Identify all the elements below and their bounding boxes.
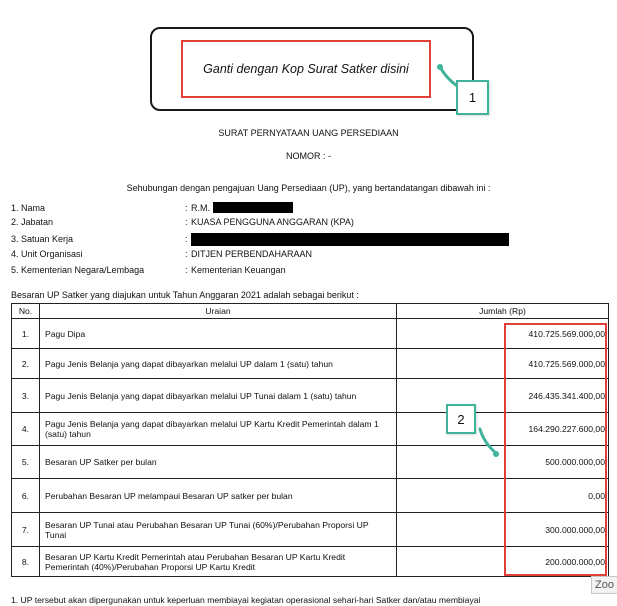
letterhead-placeholder-highlight [181, 40, 431, 98]
row-uraian: Besaran UP Tunai atau Perubahan Besaran UP Tunai (60%)/Perubahan Proporsi UP Tunai [40, 513, 397, 547]
callout-2-connector [470, 425, 510, 465]
identity-value: DITJEN PERBENDAHARAAN [191, 249, 313, 259]
identity-separator: : [185, 234, 188, 244]
row-uraian: Pagu Jenis Belanja yang dapat dibayarkan melalui UP dalam 1 (satu) tahun [40, 349, 397, 379]
identity-label: 4. Unit Organisasi [11, 249, 83, 259]
document-title: SURAT PERNYATAAN UANG PERSEDIAAN [218, 128, 399, 138]
row-jumlah: 300.000.000,00 [397, 513, 609, 547]
identity-label: 5. Kementerian Negara/Lembaga [11, 265, 145, 275]
row-no: 5. [12, 446, 40, 479]
amount-column-highlight [504, 323, 607, 576]
row-jumlah: 246.435.341.400,00 [397, 379, 609, 413]
row-uraian: Perubahan Besaran UP melampaui Besaran UP satker per bulan [40, 479, 397, 513]
identity-label: 3. Satuan Kerja [11, 234, 74, 244]
row-no: 3. [12, 379, 40, 413]
row-jumlah: 0,00 [397, 479, 609, 513]
row-jumlah: 500.000.000,00 [397, 446, 609, 479]
footnote-text: 1. UP tersebut akan dipergunakan untuk keperluan membiayai kegiatan operasional sehari-hari Satker dan/atau membiayai [11, 595, 481, 605]
identity-label: 1. Nama [11, 203, 46, 213]
identity-label: 2. Jabatan [11, 217, 54, 227]
header-no: No. [12, 304, 40, 319]
identity-separator: : [185, 265, 188, 275]
row-no: 4. [12, 413, 40, 446]
identity-value: Kementerian Keuangan [191, 265, 286, 275]
zoom-button[interactable]: Zoo [591, 576, 617, 594]
identity-value: R.M. [191, 202, 293, 215]
header-uraian: Uraian [40, 304, 397, 319]
row-no: 2. [12, 349, 40, 379]
redaction-bar [213, 202, 293, 213]
identity-separator: : [185, 203, 188, 213]
row-uraian: Pagu Jenis Belanja yang dapat dibayarkan melalui UP Tunai dalam 1 (satu) tahun [40, 379, 397, 413]
table-header-row [12, 304, 609, 319]
row-uraian: Besaran UP Kartu Kredit Pemerintah atau Perubahan Besaran UP Kartu Kredit Pemerintah (40%)/Perubahan Proporsi UP Kartu Kredit [40, 547, 397, 577]
identity-separator: : [185, 249, 188, 259]
table-intro-text: Besaran UP Satker yang diajukan untuk Tahun Anggaran 2021 adalah sebagai berikut : [11, 290, 359, 300]
letterhead-placeholder-text: Ganti dengan Kop Surat Satker disini [203, 62, 409, 76]
intro-text: Sehubungan dengan pengajuan Uang Persediaan (UP), yang bertandatangan dibawah ini : [126, 183, 491, 193]
row-no: 1. [12, 319, 40, 349]
row-jumlah: 200.000.000,00 [397, 547, 609, 577]
row-uraian: Pagu Dipa [40, 319, 397, 349]
row-jumlah: 410.725.569.000,00 [397, 319, 609, 349]
header-jumlah: Jumlah (Rp) [397, 304, 609, 319]
row-uraian: Besaran UP Satker per bulan [40, 446, 397, 479]
row-no: 8. [12, 547, 40, 577]
identity-value: KUASA PENGGUNA ANGGARAN (KPA) [191, 217, 354, 227]
row-jumlah: 164.290.227.600,00 [397, 413, 609, 446]
row-no: 7. [12, 513, 40, 547]
callout-2: 2 [446, 404, 476, 434]
identity-separator: : [185, 217, 188, 227]
row-jumlah: 410.725.569.000,00 [397, 349, 609, 379]
callout-1: 1 [456, 80, 489, 115]
document-number: NOMOR : - [286, 151, 331, 161]
redaction-bar [191, 233, 509, 246]
row-uraian: Pagu Jenis Belanja yang dapat dibayarkan melalui UP Kartu Kredit Pemerintah dalam 1 (satu) tahun [40, 413, 397, 446]
row-no: 6. [12, 479, 40, 513]
identity-value [191, 233, 509, 247]
